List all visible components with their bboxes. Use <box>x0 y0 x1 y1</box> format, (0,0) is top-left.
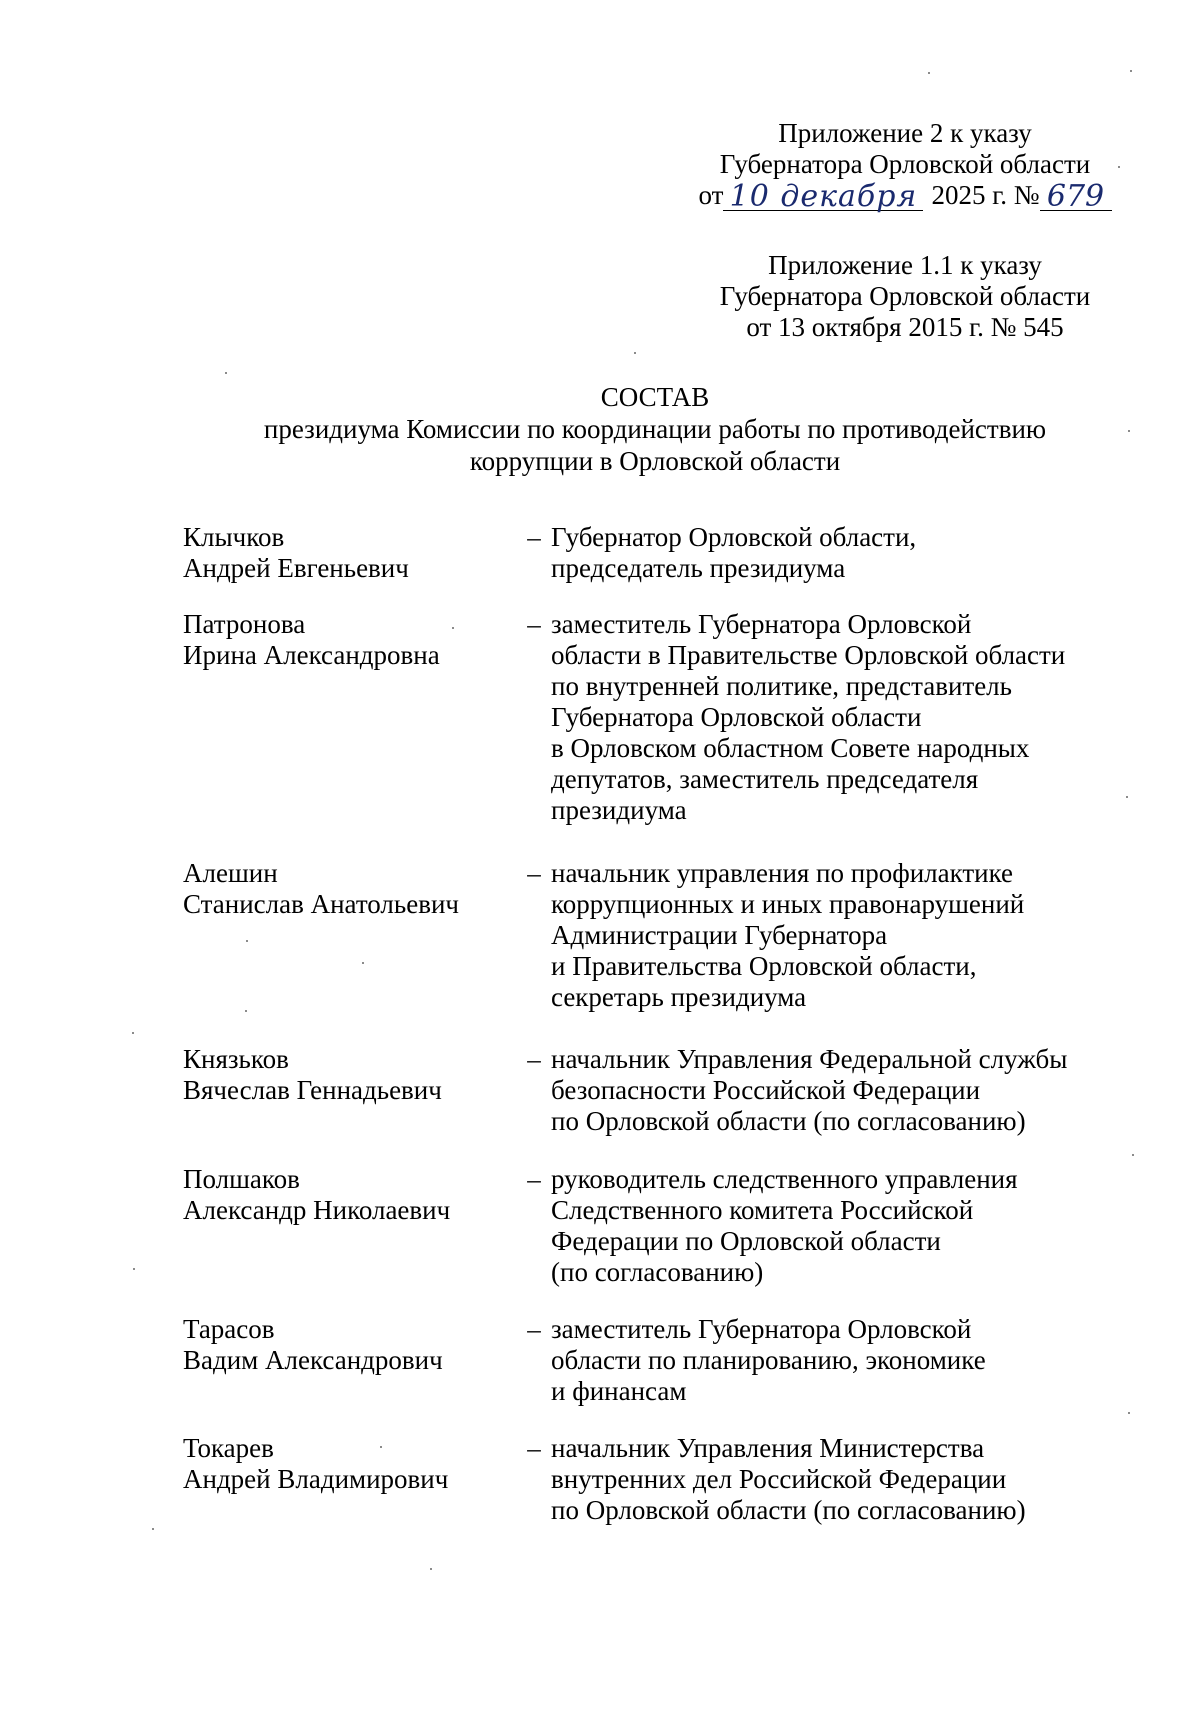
member-surname: Патронова <box>183 609 306 639</box>
member-name <box>183 858 513 920</box>
appendix-2-date-line <box>690 179 1120 214</box>
member-role <box>551 522 1111 584</box>
member-name <box>183 1164 513 1226</box>
member-given-names: Вадим Александрович <box>183 1345 443 1375</box>
member-dash: – <box>527 1314 541 1344</box>
appendix-2-header <box>690 118 1120 214</box>
role-line: Губернатора Орловской области <box>551 702 922 732</box>
member-given-names: Вячеслав Геннадьевич <box>183 1075 442 1105</box>
member-dash: – <box>527 1164 541 1194</box>
member-role <box>551 1164 1111 1288</box>
scan-speck <box>362 962 364 964</box>
member-role <box>551 1314 1111 1407</box>
member-role <box>551 609 1111 826</box>
member-surname: Князьков <box>183 1044 289 1074</box>
role-line: заместитель Губернатора Орловской <box>551 609 972 639</box>
scan-speck <box>133 1268 135 1270</box>
member-surname: Тарасов <box>183 1314 275 1344</box>
member-dash: – <box>527 1433 541 1463</box>
role-line: по внутренней политике, представитель <box>551 671 1012 701</box>
member-given-names: Андрей Евгеньевич <box>183 553 409 583</box>
scan-speck <box>1130 70 1132 72</box>
role-line: по Орловской области (по согласованию) <box>551 1495 1026 1525</box>
member-surname: Алешин <box>183 858 278 888</box>
scan-speck <box>430 1568 432 1570</box>
role-line: коррупционных и иных правонарушений <box>551 889 1025 919</box>
role-line: начальник Управления Федеральной службы <box>551 1044 1068 1074</box>
scan-speck <box>452 627 454 629</box>
document-subtitle-line1: президиума Комиссии по координации работы по противодействию <box>263 414 1047 444</box>
role-line: области в Правительстве Орловской области <box>551 640 1066 670</box>
appendix-1-1-header <box>690 250 1120 343</box>
member-name <box>183 1433 513 1495</box>
scan-speck <box>380 1446 382 1448</box>
member-name <box>183 522 513 584</box>
member-dash: – <box>527 1044 541 1074</box>
role-line: начальник управления по профилактике <box>551 858 1014 888</box>
handwritten-date: 10 декабря <box>723 184 923 211</box>
role-line: председатель президиума <box>551 553 846 583</box>
appendix-1-1-line1: Приложение 1.1 к указу <box>768 250 1042 280</box>
role-line: внутренних дел Российской Федерации <box>551 1464 1007 1494</box>
member-name <box>183 1314 513 1376</box>
member-surname: Токарев <box>183 1433 274 1463</box>
role-line: секретарь президиума <box>551 982 807 1012</box>
member-role <box>551 858 1111 1013</box>
role-line: Губернатор Орловской области, <box>551 522 917 552</box>
member-given-names: Станислав Анатольевич <box>183 889 459 919</box>
role-line: депутатов, заместитель председателя <box>551 764 979 794</box>
scan-speck <box>1132 1154 1134 1156</box>
handwritten-number: 679 <box>1040 184 1112 211</box>
member-dash: – <box>527 858 541 888</box>
scan-speck <box>1118 166 1120 168</box>
member-role <box>551 1044 1111 1137</box>
scan-speck <box>634 352 636 354</box>
role-line: безопасности Российской Федерации <box>551 1075 981 1105</box>
member-name <box>183 609 513 671</box>
scan-speck <box>132 1032 134 1034</box>
appendix-2-line1: Приложение 2 к указу <box>778 118 1032 148</box>
role-line: по Орловской области (по согласованию) <box>551 1106 1026 1136</box>
member-role <box>551 1433 1111 1526</box>
role-line: и финансам <box>551 1376 687 1406</box>
role-line: руководитель следственного управления <box>551 1164 1018 1194</box>
scan-speck <box>246 940 248 942</box>
date-prefix: от <box>698 180 724 210</box>
role-line: области по планированию, экономике <box>551 1345 986 1375</box>
role-line: заместитель Губернатора Орловской <box>551 1314 972 1344</box>
scan-speck <box>1128 1412 1130 1414</box>
appendix-2-line2: Губернатора Орловской области <box>719 149 1091 179</box>
role-line: начальник Управления Министерства <box>551 1433 985 1463</box>
scan-speck <box>928 72 930 74</box>
appendix-1-1-line2: Губернатора Орловской области <box>719 281 1091 311</box>
appendix-1-1-line3: от 13 октября 2015 г. № 545 <box>746 312 1064 342</box>
role-line: Федерации по Орловской области <box>551 1226 941 1256</box>
scan-speck <box>245 1010 247 1012</box>
member-dash: – <box>527 522 541 552</box>
role-line: и Правительства Орловской области, <box>551 951 977 981</box>
scan-speck <box>225 372 227 374</box>
date-suffix: 2025 г. № <box>931 180 1040 210</box>
member-surname: Клычков <box>183 522 285 552</box>
member-name <box>183 1044 513 1106</box>
scan-speck <box>152 1528 154 1530</box>
member-given-names: Андрей Владимирович <box>183 1464 449 1494</box>
role-line: (по согласованию) <box>551 1257 764 1287</box>
document-title: СОСТАВ <box>600 382 710 412</box>
member-given-names: Ирина Александровна <box>183 640 440 670</box>
scan-speck <box>1128 430 1130 432</box>
role-line: в Орловском областном Совете народных <box>551 733 1030 763</box>
member-given-names: Александр Николаевич <box>183 1195 451 1225</box>
role-line: президиума <box>551 795 687 825</box>
member-surname: Полшаков <box>183 1164 300 1194</box>
role-line: Администрации Губернатора <box>551 920 888 950</box>
scan-speck <box>1126 796 1128 798</box>
member-dash: – <box>527 609 541 639</box>
role-line: Следственного комитета Российской <box>551 1195 974 1225</box>
document-subtitle-line2: коррупции в Орловской области <box>469 446 841 476</box>
